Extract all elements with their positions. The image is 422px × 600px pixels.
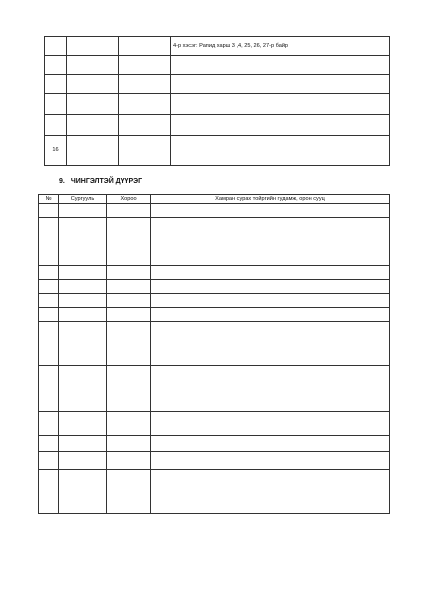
area-cell <box>151 266 390 280</box>
row-number <box>39 452 59 470</box>
khoroo-cell <box>107 470 151 514</box>
school-cell <box>67 115 119 136</box>
area-cell <box>151 294 390 308</box>
row-number <box>39 366 59 412</box>
header-khoroo: Хороо <box>107 195 151 204</box>
school-cell <box>59 452 107 470</box>
table-row <box>45 75 390 94</box>
school-cell <box>59 412 107 436</box>
row-number <box>45 115 67 136</box>
area-cell <box>171 94 390 115</box>
area-cell <box>151 436 390 452</box>
khoroo-cell <box>107 218 151 266</box>
area-cell <box>151 204 390 218</box>
school-cell <box>59 366 107 412</box>
header-no: № <box>39 195 59 204</box>
area-cell <box>171 75 390 94</box>
school-cell <box>59 204 107 218</box>
khoroo-cell <box>107 280 151 294</box>
table-row <box>39 436 390 452</box>
row-number: 16 <box>45 136 67 166</box>
section-number: 9. <box>59 178 65 185</box>
school-cell <box>67 94 119 115</box>
table-row <box>45 94 390 115</box>
school-cell <box>59 218 107 266</box>
area-cell <box>151 280 390 294</box>
school-cell <box>59 280 107 294</box>
table-header-row <box>39 195 390 204</box>
school-cell <box>59 322 107 366</box>
khoroo-cell <box>107 204 151 218</box>
khoroo-cell <box>119 75 171 94</box>
area-cell <box>171 136 390 166</box>
khoroo-cell <box>107 452 151 470</box>
area-cell <box>171 115 390 136</box>
row-number <box>39 322 59 366</box>
khoroo-cell <box>119 115 171 136</box>
schools-table <box>38 194 390 514</box>
school-cell <box>67 75 119 94</box>
header-area: Хамран сурах тойргийн гудамж, орон сууц <box>151 195 390 204</box>
khoroo-cell <box>119 94 171 115</box>
table-row <box>39 218 390 266</box>
row-number <box>39 470 59 514</box>
area-cell <box>171 56 390 75</box>
table-row <box>39 294 390 308</box>
khoroo-cell <box>119 37 171 56</box>
table-row <box>39 366 390 412</box>
top-table <box>44 36 390 166</box>
row-number <box>39 218 59 266</box>
area-cell <box>151 366 390 412</box>
khoroo-cell <box>107 266 151 280</box>
khoroo-cell <box>107 308 151 322</box>
area-cell <box>151 308 390 322</box>
school-cell <box>59 470 107 514</box>
school-cell <box>59 266 107 280</box>
section-heading <box>59 178 142 185</box>
table-row <box>39 412 390 436</box>
row-number <box>39 266 59 280</box>
row-number <box>39 294 59 308</box>
table-row <box>39 266 390 280</box>
row-number <box>45 56 67 75</box>
row-number <box>39 412 59 436</box>
area-cell <box>151 322 390 366</box>
khoroo-cell <box>107 294 151 308</box>
khoroo-cell <box>107 366 151 412</box>
area-cell <box>151 452 390 470</box>
school-cell <box>59 308 107 322</box>
area-cell <box>151 412 390 436</box>
row-number <box>45 75 67 94</box>
row-number <box>39 204 59 218</box>
table-row <box>45 115 390 136</box>
table-row <box>45 37 390 56</box>
khoroo-cell <box>107 322 151 366</box>
school-cell <box>67 56 119 75</box>
table-row <box>39 470 390 514</box>
table-row <box>39 452 390 470</box>
school-cell <box>67 136 119 166</box>
table-row <box>39 308 390 322</box>
row-number <box>45 94 67 115</box>
khoroo-cell <box>107 436 151 452</box>
table-row <box>39 204 390 218</box>
table-row <box>39 322 390 366</box>
row-number <box>45 37 67 56</box>
school-cell <box>59 436 107 452</box>
school-cell <box>59 294 107 308</box>
table-row <box>39 280 390 294</box>
khoroo-cell <box>119 136 171 166</box>
row-number <box>39 308 59 322</box>
school-cell <box>67 37 119 56</box>
row-number <box>39 280 59 294</box>
khoroo-cell <box>119 56 171 75</box>
section-title: ЧИНГЭЛТЭЙ ДҮҮРЭГ <box>70 178 143 185</box>
table-row <box>45 56 390 75</box>
area-cell <box>151 470 390 514</box>
area-cell: 4-р хэсэг: Рапид харш 3 ,4, 25, 26, 27-р байр <box>171 37 390 56</box>
table-row <box>45 136 390 166</box>
area-cell <box>151 218 390 266</box>
khoroo-cell <box>107 412 151 436</box>
row-number <box>39 436 59 452</box>
header-school: Сургууль <box>59 195 107 204</box>
